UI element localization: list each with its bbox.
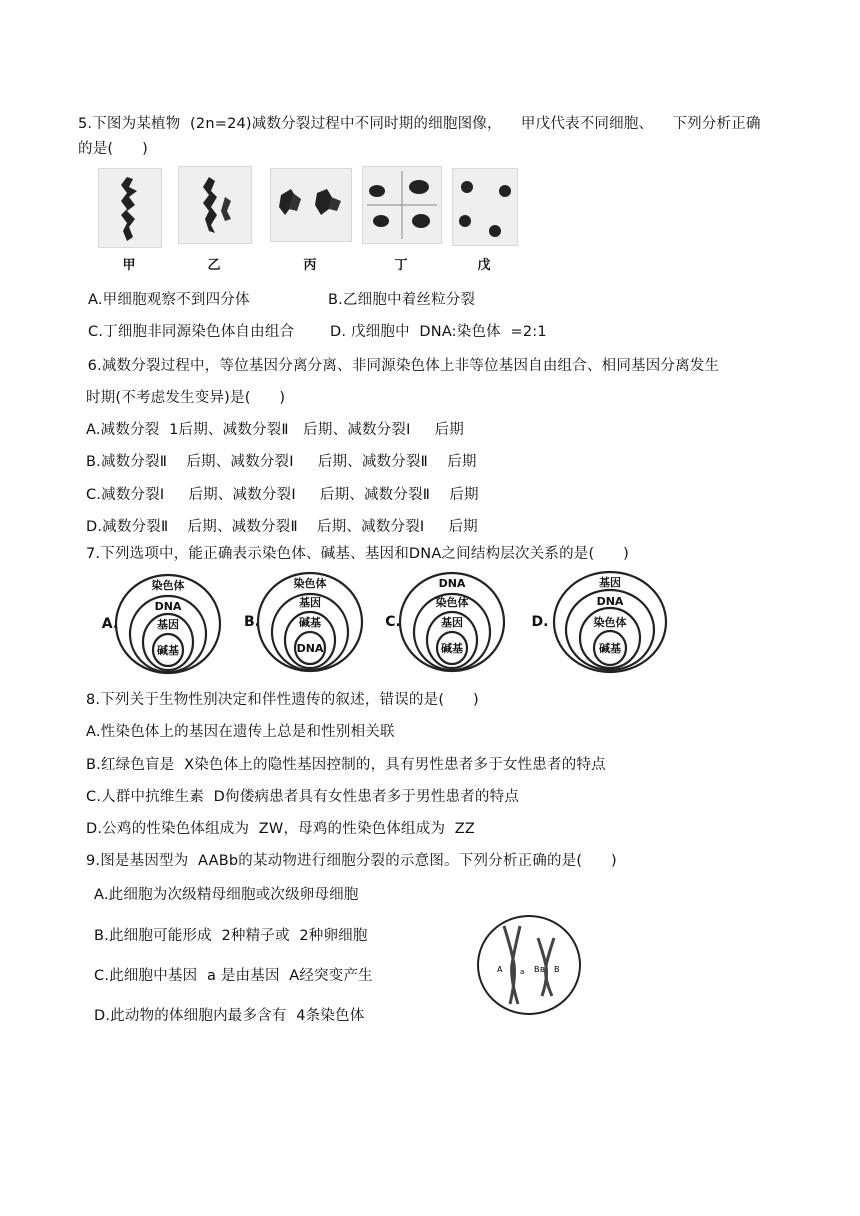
q9-option-d: D.此动物的体细胞内最多含有 4条染色体: [94, 1008, 365, 1024]
q7-diagrams-svg: [100, 570, 680, 680]
gene-label-4: B: [540, 966, 545, 974]
cell-jia-image: [98, 168, 162, 248]
q8-option-a: A.性染色体上的基因在遗传上总是和性别相关联: [86, 724, 395, 740]
q6-option-d: D.减数分裂Ⅱ 后期、减数分裂Ⅱ 后期、减数分裂Ⅰ 后期: [86, 519, 478, 535]
q5-stem-line2: 的是( ): [78, 141, 148, 157]
diagram-b-ring-1: 染色体: [293, 577, 327, 590]
diagram-d-ring-3: 染色体: [593, 616, 627, 629]
gene-label-5: B: [554, 965, 560, 974]
q5-stem-line1: 5.下图为某植物 (2n=24)减数分裂过程中不同时期的细胞图像， 甲戊代表不同细胞、 下列分析正确: [78, 116, 761, 132]
q6-option-c: C.减数分裂Ⅰ 后期、减数分裂Ⅰ 后期、减数分裂Ⅱ 后期: [86, 487, 479, 503]
diagram-b: [244, 573, 362, 671]
q9-option-b: B.此细胞可能形成 2种精子或 2种卵细胞: [94, 928, 368, 944]
diagram-d-ring-2: DNA: [596, 595, 624, 608]
q5-cell-images: [90, 162, 530, 277]
q6-stem-line2: 时期(不考虑发生变异)是( ): [86, 390, 286, 406]
diagram-d: [532, 572, 666, 672]
cell-bing-image: [270, 168, 352, 242]
q7-diagrams: [100, 570, 680, 680]
q6-stem-line1: 6.减数分裂过程中，等位基因分离分离、非同源染色体上非等位基因自由组合、相同基因分离发生: [78, 358, 720, 374]
chromosome-left: [504, 926, 520, 1004]
q5-option-c: C.丁细胞非同源染色体自由组合: [88, 324, 295, 340]
q8-option-c: C.人群中抗维生素 D佝偻病患者具有女性患者多于男性患者的特点: [86, 789, 520, 805]
cell-label-ding: 丁: [394, 258, 408, 273]
q8-stem: 8.下列关于生物性别决定和伴性遗传的叙述，错误的是( ): [86, 692, 479, 708]
q7-stem: 7.下列选项中，能正确表示染色体、碱基、基因和DNA之间结构层次关系的是( ): [86, 546, 630, 562]
diagram-a-ring-3: 基因: [157, 618, 179, 631]
cell-label-jia: 甲: [122, 258, 136, 273]
diagram-c-ring-3: 基因: [441, 616, 463, 629]
diagram-a: [102, 575, 220, 673]
q8-option-b: B.红绿色盲是 X染色体上的隐性基因控制的，具有男性患者多于女性患者的特点: [86, 757, 606, 773]
diagram-b-ring-3: 碱基: [299, 616, 321, 629]
q6-option-a: A.减数分裂 1后期、减数分裂Ⅱ 后期、减数分裂Ⅰ 后期: [86, 422, 465, 438]
cell-yi-image: [178, 166, 252, 244]
q5-option-a: A.甲细胞观察不到四分体: [88, 292, 250, 308]
q9-option-a: A.此细胞为次级精母细胞或次级卵母细胞: [94, 887, 359, 903]
diagram-a-letter: A.: [101, 616, 119, 632]
diagram-b-ring-2: 基因: [299, 596, 321, 609]
gene-label-3: B: [534, 965, 540, 974]
q9-option-c: C.此细胞中基因 a 是由基因 A经突变产生: [94, 968, 373, 984]
diagram-d-ring-1: 基因: [599, 576, 621, 589]
cell-wu-image: [452, 168, 518, 246]
diagram-c-ring-1: DNA: [438, 577, 466, 590]
q9-stem: 9.图是基因型为 AABb的某动物进行细胞分裂的示意图。下列分析正确的是( ): [86, 853, 617, 869]
diagram-c-letter: C.: [385, 614, 401, 630]
q6-option-b: B.减数分裂Ⅱ 后期、减数分裂Ⅰ 后期、减数分裂Ⅱ 后期: [86, 454, 477, 470]
diagram-a-ring-4: 碱基: [157, 644, 179, 657]
q9-cell-diagram: [474, 912, 584, 1018]
diagram-b-letter: B.: [244, 614, 260, 630]
cell-label-wu: 戊: [477, 258, 491, 273]
q8-option-d: D.公鸡的性染色体组成为 ZW，母鸡的性染色体组成为 ZZ: [86, 821, 476, 837]
q5-option-d: D. 戊细胞中 DNA:染色体 =2:1: [330, 324, 547, 340]
diagram-c-ring-2: 染色体: [435, 596, 469, 609]
cell-label-yi: 乙: [207, 258, 221, 273]
diagram-b-ring-4: DNA: [296, 642, 324, 655]
diagram-c-ring-4: 碱基: [441, 642, 463, 655]
cell-label-bing: 丙: [303, 258, 317, 273]
diagram-a-ring-2: DNA: [154, 600, 182, 613]
gene-label-1: A: [497, 965, 503, 974]
gene-label-2: a: [520, 968, 525, 976]
q9-cell-svg: [474, 912, 584, 1018]
q5-option-b: B.乙细胞中着丝粒分裂: [328, 292, 476, 308]
cell-ding-image: [362, 166, 442, 244]
diagram-c: [385, 573, 504, 671]
diagram-d-letter: D.: [531, 614, 549, 630]
diagram-d-ring-4: 碱基: [599, 642, 621, 655]
diagram-a-ring-1: 染色体: [151, 579, 185, 592]
